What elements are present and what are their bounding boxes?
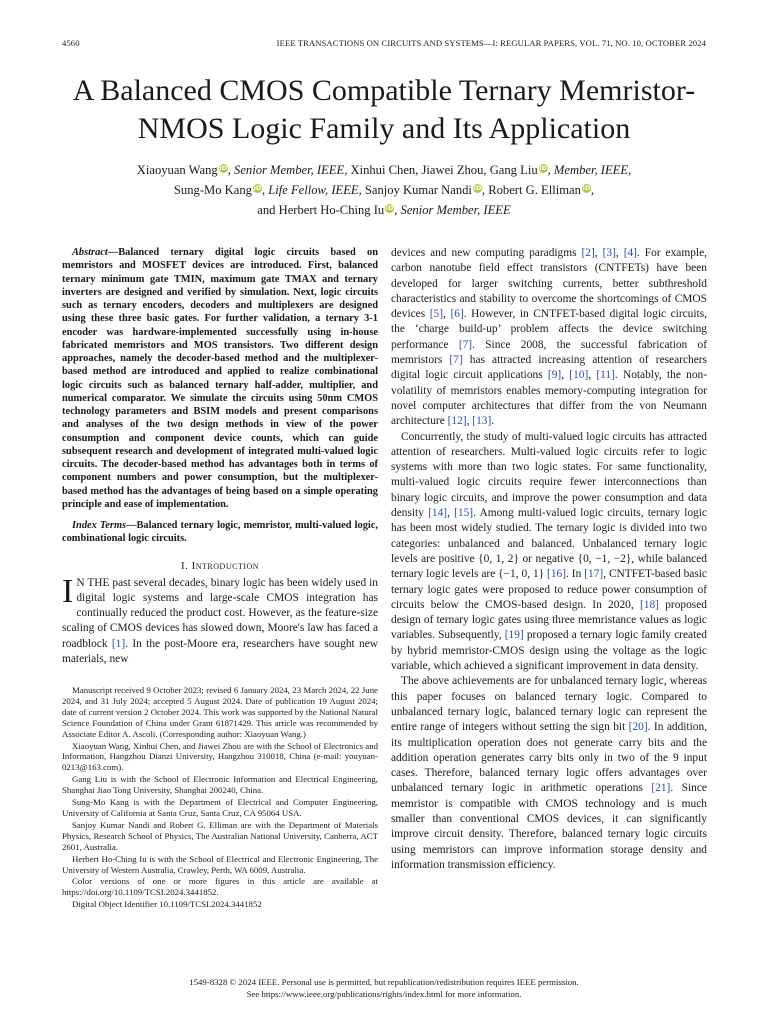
citation-link[interactable]: [2] [581,247,595,259]
body-text: . Among multi-valued logic circuits, ternary logic has been most widely studied. The ternary logic is divided into two categories: unbalanced and balanced. Unbalanced ternary logic levels are positive {0, 1, 2} or negative {0, −1, −2}, while balanced ternary logic levels are {−1, 0, 1} [391,507,707,581]
author-line-1 [70,160,698,180]
author-affiliation-grade: , Senior Member, IEEE [394,203,511,217]
author-name: Sung-Mo Kang [173,183,252,197]
author-names: , Xinhui Chen, Jiawei Zhou, Gang Liu [344,163,538,177]
body-text: proposed a ternary logic family created by hybrid memristor-CMOS design using the voltage as the logic variable, which achieved a significant improvement in data density. [391,629,707,673]
citation-link[interactable]: [4] [623,247,637,259]
citation-link[interactable]: [15] [454,507,474,520]
orcid-icon[interactable]: iD [219,164,228,172]
author-name: Xiaoyuan Wang [136,163,218,177]
body-text: , [615,247,624,259]
footnote-item: Color versions of one or more figures in this article are available at https://doi.org/10.1109/TCSI.2024.3441852. [62,876,378,898]
citation-link[interactable]: [17] [584,568,604,581]
body-text: has attracted increasing attention of researchers digital logic circuit applications [391,354,707,382]
body-text: . In addition, its multiplication operation does not generate carry bits and the addition operation generates carry bits only in two of the 9 input cases. Therefore, balanced ternary logic offers advantages over unbalanced ternary logic in arithmetic operations [391,721,707,795]
author-separator: , [590,183,595,197]
abstract-label: Abstract— [72,247,119,258]
body-paragraph [391,674,707,873]
orcid-icon[interactable]: iD [253,184,262,192]
copyright-line-2: See https://www.ieee.org/publications/rights/index.html for more information. [246,988,522,999]
intro-paragraph [62,572,378,668]
section-title: Introduction [191,559,260,572]
footnote-item: Sanjoy Kumar Nandi and Robert G. Elliman are with the Department of Materials Physics, Research School of Physics, The Australian National University, Canberra, ACT 2601, Australia. [62,819,378,852]
body-text: proposed design of ternary logic gates using three memristance values as logic variables. Subsequently, [391,598,707,642]
drop-cap: I [62,572,74,610]
body-text: . However, in CNTFET-based digital logic circuits, the ‘charge build-up’ problem affects the device switching performance [391,308,707,351]
citation-link[interactable]: [11] [596,369,615,382]
body-text: , CNTFET-based basic ternary logic gates were proposed to reduce power consumption of circuits below the CMOS-based design. In 2020, [391,568,707,611]
author-line-2 [70,180,698,200]
orcid-icon[interactable]: iD [582,184,591,192]
citation-link[interactable]: [21] [651,782,671,795]
intro-text: . In the post-Moore era, researchers have sought new materials, new [62,637,378,665]
citation-link[interactable]: [9] [547,369,562,382]
title-line-2: NMOS Logic Family and Its Application [137,112,631,145]
body-text: . Since memristor is compatible with CMOS technology and is much smaller than conventional CMOS devices, it can significantly improve circuit density. Therefore, balanced ternary logic circuits using memristors can improve information storage density and information transmission efficiency. [391,782,707,871]
footnote-item: Xiaoyuan Wang, Xinhui Chen, and Jiawei Zhou are with the School of Electronics and Information, Hangzhou Dianzi University, Hangzhou 310018, China (e-mail: youyuan-0213@163.com). [62,740,378,773]
citation-link[interactable]: [18] [639,598,659,611]
body-text: . In [566,568,585,581]
footnotes [62,685,378,911]
author-name: and Herbert Ho-Ching Iu [257,203,385,217]
author-name: , Sanjoy Kumar Nandi [358,183,472,197]
paper-title [40,72,728,148]
body-text: , [447,507,455,520]
citation-link[interactable]: [16] [547,568,567,581]
body-text: devices and new computing paradigms [391,247,582,259]
body-text: Concurrently, the study of multi-valued logic circuits has attracted attention of researchers. Multi-valued logic circuits refer to logic systems with more than two logic states. For same functionality, multi-valued logic circuits require fewer interconnections than binary logic circuits, and improve the power consumption and data density [391,430,707,520]
title-line-1: A Balanced CMOS Compatible Ternary Memristor- [72,74,696,107]
footnote-item: Gang Liu is with the School of Electronic Information and Electrical Engineering, Shanghai Jiao Tong University, Shanghai 200240, China. [62,774,378,796]
body-text: . Since 2008, the successful fabrication of memristors [391,338,707,367]
footnote-item: Digital Object Identifier 10.1109/TCSI.2024.3441852 [72,899,262,910]
footnote-item: Manuscript received 9 October 2023; revised 6 January 2024, 23 March 2024, 22 June 2024, and 31 July 2024; accepted 5 August 2024. Date of publication 19 August 2024; date of current version 2 October 2024. This work was supported by the National Natural Science Foundation of China under Grant 61871429. This article was recommended by Associate Editor A. Ascoli. (Corresponding author: Xiaoyuan Wang.) [62,685,378,739]
body-paragraph [391,246,707,430]
body-paragraph [391,430,707,675]
index-terms-label: Index Terms— [72,520,137,531]
citation-link[interactable]: [10] [569,369,589,382]
citation-link[interactable]: [20] [628,721,648,734]
footnote-item: Herbert Ho-Ching Iu is with the School of Electrical and Electronic Engineering, The University of Western Australia, Crawley, Perth, WA 6009, Australia. [62,853,378,875]
abstract [62,246,378,511]
author-affiliation-grade: , Life Fellow, IEEE [261,183,359,197]
right-column [391,246,707,873]
body-text: , [561,369,570,382]
author-name: , Robert G. Elliman [481,183,581,197]
body-text: , [594,247,603,259]
body-text: , [443,308,451,321]
left-column [62,246,378,667]
body-text: , [588,369,597,382]
citation-link[interactable]: [5] [429,308,444,321]
citation-link[interactable]: [7] [449,354,463,367]
author-affiliation-grade: , Member, IEEE [547,163,629,177]
citation-link[interactable]: [19] [504,629,524,642]
body-text: The above achievements are for unbalanced ternary logic, whereas this paper focuses on balanced ternary logic. Compared to unbalanced ternary logic, balanced ternary logic can represent the entire range of integers without setting the sign bit [391,675,707,734]
journal-header: IEEE TRANSACTIONS ON CIRCUITS AND SYSTEMS—I: REGULAR PAPERS, VOL. 71, NO. 10, OCTOBER 2024 [276,38,706,48]
author-separator: , [628,163,632,177]
section-numeral: I. [180,559,189,572]
citation-link[interactable]: [3] [602,247,616,259]
author-affiliation-grade: , Senior Member, IEEE [227,163,345,177]
abstract-text: Balanced ternary digital logic circuits based on memristors and MOSFET devices are introduced. First, balanced ternary minimum gate TMIN, maximum gate TMAX and ternary inverters are designed and verified by simulation. Next, logic circuits such as ternary encoders, decoders and multiplexers are designed using these three basic gates. For further validation, a ternary 3-1 encoder was hardware-implemented successfully using in-house fabricated memristors and MOS transistors. Two different design approaches, namely the decoder-based method and the multiplexer-based method are introduced and applied to realize combinational logic circuits such as balanced ternary half-adder, multiplier, and numerical comparator. We simulate the circuits using 50nm CMOS technology parameters and BSIM models and present comparisons and analyses of the two design methods in view of the power consumption and component device counts, which can guide subsequent research and development of integrated multi-valued logic circuits. The decoder-based method has advantages both in terms of component numbers and power consumption, but the multiplexer-based method has the advantages of being based on a simple operating principle and ease of implementation. [62,247,378,510]
citation-link[interactable]: [13] [472,415,492,428]
citation-link[interactable]: [1] [111,637,126,650]
author-list [70,160,698,220]
index-terms [62,519,378,546]
citation-link[interactable]: [6] [450,308,464,321]
orcid-icon[interactable]: iD [385,204,394,212]
body-text: . Notably, the non-volatility of memristors enables memory-computing integration for novel computer architectures that differ from the von Neumann architecture [391,369,708,428]
body-text: . For example, carbon nanotube field effect transistors (CNTFETs) have been developed for larger switching currents, better subthreshold characteristics and stability to overcome the shortcomings of CMOS devices [391,247,707,321]
orcid-icon[interactable]: iD [473,184,482,192]
body-text: . [491,415,495,428]
citation-link[interactable]: [14] [428,507,448,520]
section-heading [62,560,378,572]
page-number: 4560 [62,38,80,48]
author-line-3 [70,200,698,220]
copyright-line-1: 1549-8328 © 2024 IEEE. Personal use is permitted, but republication/redistribution requires IEEE permission. [189,977,579,987]
citation-link[interactable]: [12] [447,415,467,428]
orcid-icon[interactable]: iD [539,164,547,172]
footnote-item: Sung-Mo Kang is with the Department of Electrical and Computer Engineering, University of California at Santa Cruz, Santa Cruz, CA 95064 USA. [62,797,378,818]
copyright-notice [62,977,706,1000]
intro-text: N THE past several decades, binary logic has been widely used in digital logic systems and large-scale CMOS integration has continually reduced the product cost. However, as the feature-size scaling of CMOS devices has slowed down, Moore's law has faced a roadblock [62,576,378,650]
body-text: , [466,415,473,428]
index-terms-text: Balanced ternary logic, memristor, multi-valued logic, combinational logic circuits. [62,520,378,545]
citation-link[interactable]: [7] [458,338,473,351]
